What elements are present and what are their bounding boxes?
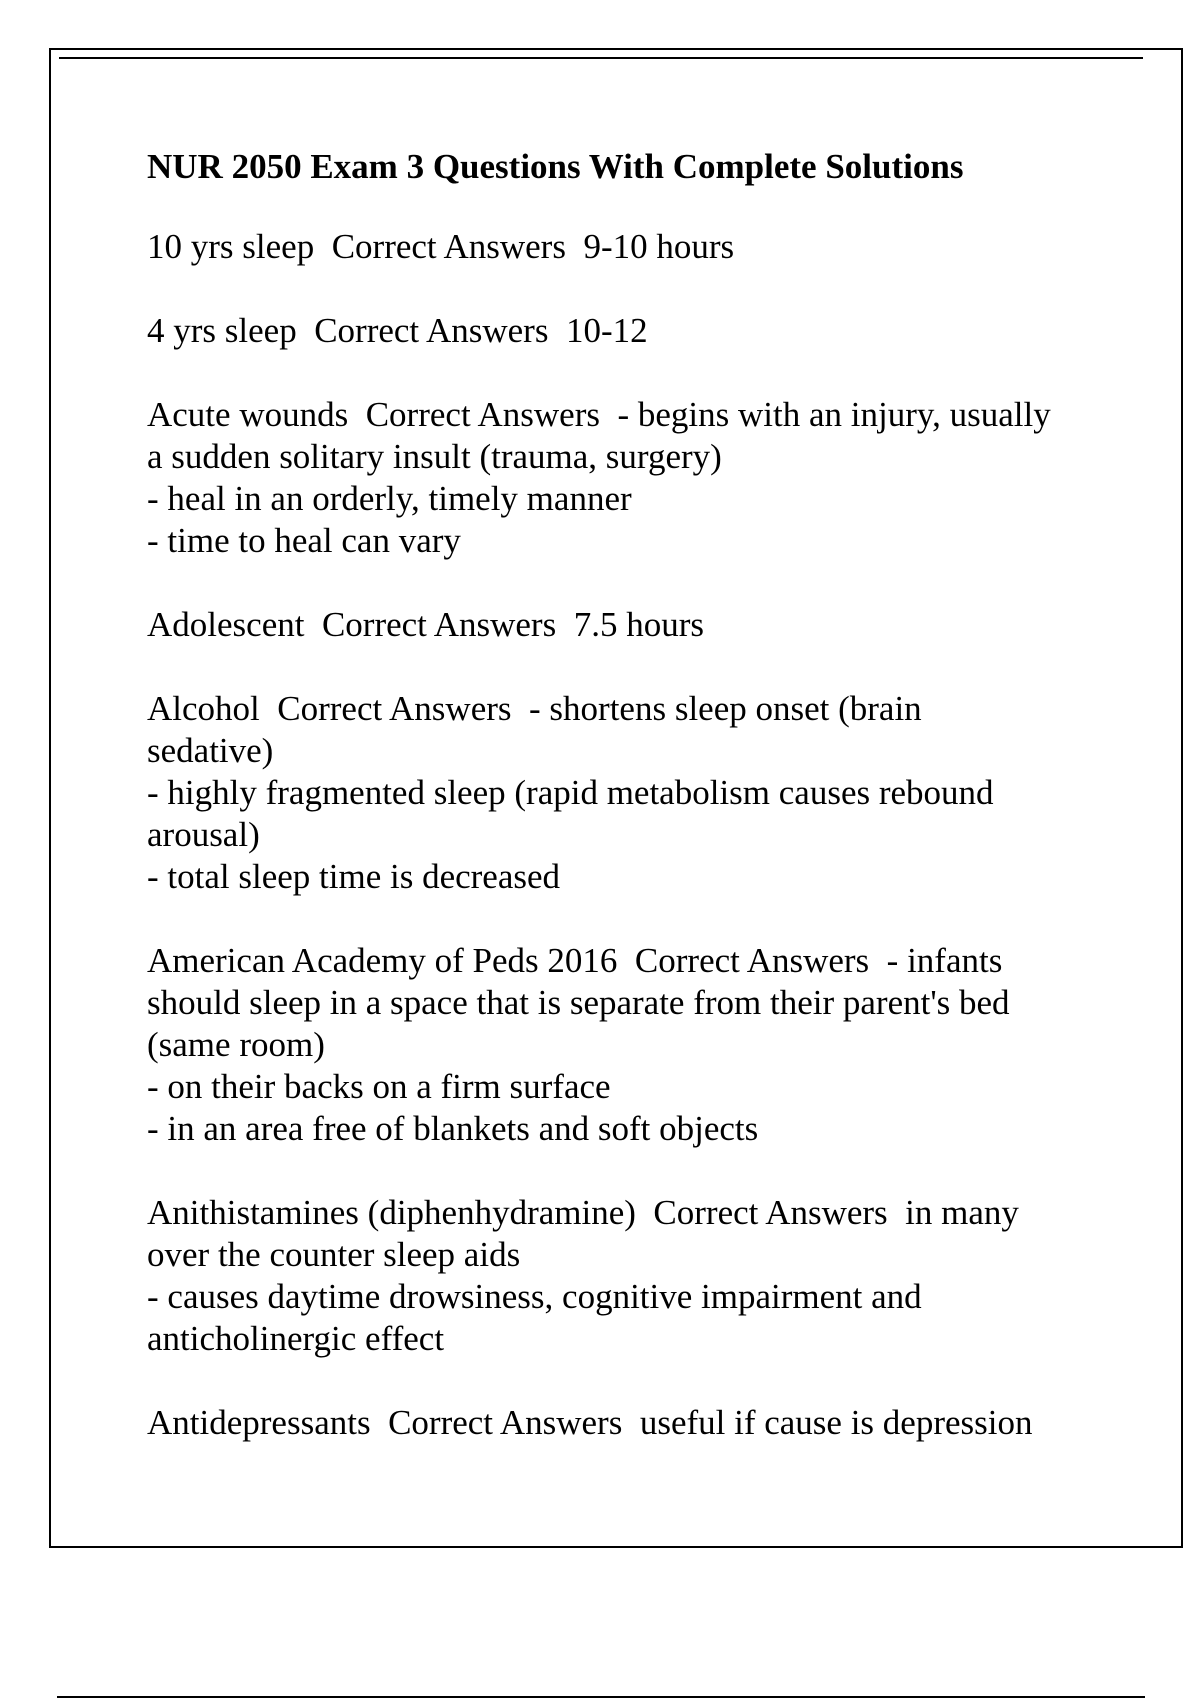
entry-line: - time to heal can vary [147,521,461,560]
entry-line: arousal) [147,815,260,854]
entry-line: anticholinergic effect [147,1319,445,1358]
entry-line: a sudden solitary insult (trauma, surgery) [147,437,722,476]
entry-line: 4 yrs sleep Correct Answers 10-12 [147,311,648,350]
entry-line: - total sleep time is decreased [147,857,561,896]
document-title: NUR 2050 Exam 3 Questions With Complete Solutions [147,147,964,186]
entry-antihistamines [147,1192,1147,1360]
entry-line: Alcohol Correct Answers - shortens sleep onset (brain [147,689,922,728]
entry-line: (same room) [147,1025,325,1064]
entry-line: - heal in an orderly, timely manner [147,479,632,518]
page-frame [49,48,1183,1548]
top-rule [59,57,1143,59]
entry-line: - highly fragmented sleep (rapid metabolism causes rebound [147,773,994,812]
entry-line: over the counter sleep aids [147,1235,521,1274]
entry-line: Antidepressants Correct Answers useful if cause is depression [147,1403,1033,1442]
entry-line: - in an area free of blankets and soft objects [147,1109,759,1148]
entry-line: Anithistamines (diphenhydramine) Correct Answers in many [147,1193,1019,1232]
entry-line: Adolescent Correct Answers 7.5 hours [147,605,704,644]
entry-line: 10 yrs sleep Correct Answers 9-10 hours [147,227,735,266]
entry-line: - on their backs on a firm surface [147,1067,611,1106]
bottom-rule [57,1696,1145,1698]
entry-10-yrs-sleep [147,226,1147,268]
entry-adolescent [147,604,1147,646]
entry-american-academy-of-peds [147,940,1147,1150]
entry-alcohol [147,688,1147,898]
document-body [147,146,1147,1486]
entry-4-yrs-sleep [147,310,1147,352]
entry-antidepressants [147,1402,1147,1444]
entry-line: should sleep in a space that is separate from their parent's bed [147,983,1010,1022]
entry-line: Acute wounds Correct Answers - begins with an injury, usually [147,395,1051,434]
entry-line: sedative) [147,731,274,770]
entry-line: American Academy of Peds 2016 Correct Answers - infants [147,941,1003,980]
entry-acute-wounds [147,394,1147,562]
entry-line: - causes daytime drowsiness, cognitive impairment and [147,1277,922,1316]
